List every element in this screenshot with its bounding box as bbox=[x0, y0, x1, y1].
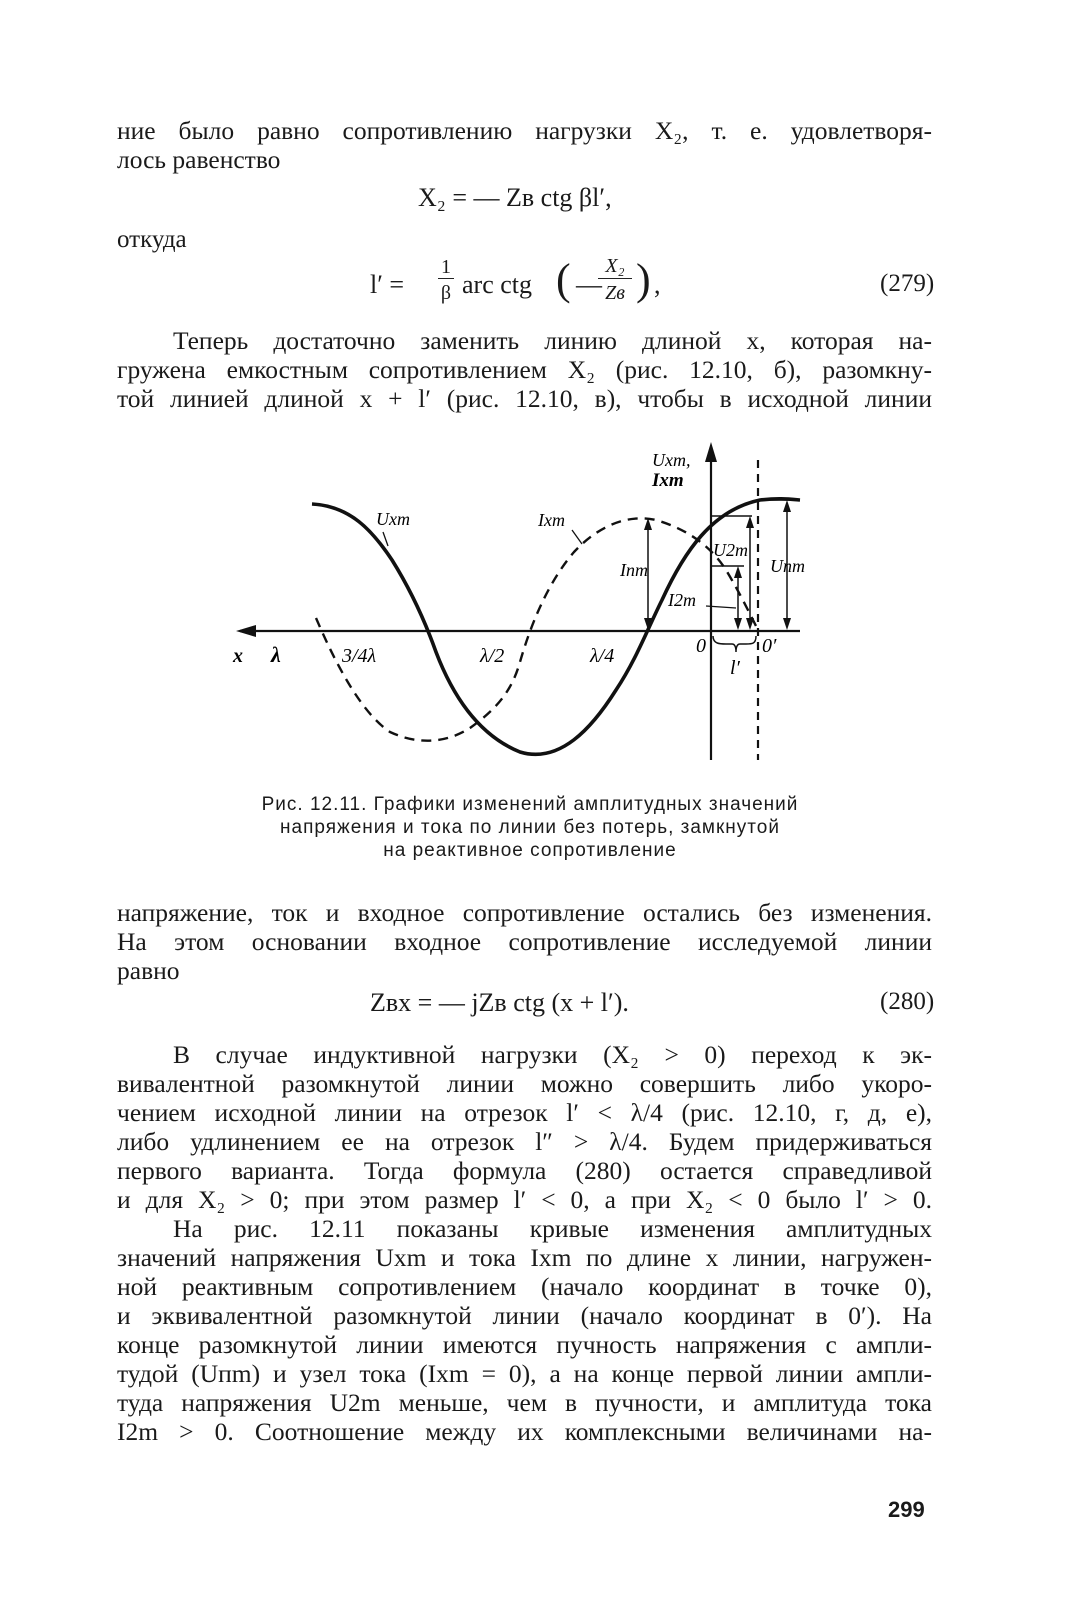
eq-lhs: l′ = bbox=[370, 270, 405, 299]
paragraph-1 bbox=[117, 116, 932, 174]
paragraph-5 bbox=[117, 1214, 932, 1446]
paragraph-3 bbox=[117, 898, 932, 985]
text-line: первого варианта. Тогда формула (280) остается справедливой bbox=[117, 1156, 932, 1185]
eq-frac2-den: Zв bbox=[605, 282, 625, 304]
caption-line: на реактивное сопротивление bbox=[383, 840, 677, 861]
text-line: туда напряжения U2m меньше, чем в пучности, и амплитуда тока bbox=[117, 1388, 932, 1417]
axis-label-lambda: λ bbox=[271, 642, 281, 667]
axis-label-uxm: Uxm, bbox=[652, 450, 691, 470]
caption-line: напряжения и тока по линии без потерь, замкнутой bbox=[280, 817, 780, 838]
origin-prime-label: 0′ bbox=[762, 635, 777, 657]
curve-label-ixm: Ixm bbox=[538, 510, 565, 530]
eq-minus: — bbox=[576, 270, 602, 299]
text-line: I2m > 0. Соотношение между их комплексными величинами на- bbox=[117, 1417, 932, 1446]
text-line: равно bbox=[117, 956, 180, 985]
u2m-arrow-head-bottom bbox=[746, 618, 754, 630]
text-line: чением исходной линии на отрезок l′ < λ/4 (рис. 12.10, г, д, е), bbox=[117, 1098, 932, 1127]
i2m-arrow-head-top bbox=[734, 566, 742, 578]
origin-label: 0 bbox=[696, 635, 706, 657]
ixm-leader bbox=[572, 530, 582, 544]
text-line: вивалентной разомкнутой линии можно совершить либо укоро- bbox=[117, 1069, 932, 1098]
text-line: конце разомкнутой линии имеются пучность напряжения с ампли- bbox=[117, 1330, 932, 1359]
page-number: 299 bbox=[888, 1497, 925, 1522]
eq-frac2-num: X₂ bbox=[598, 254, 632, 279]
figure-caption bbox=[200, 793, 860, 862]
text-line: В случае индуктивной нагрузки (X₂ > 0) переход к эк- bbox=[173, 1040, 932, 1069]
tick-1-4-lambda: λ/4 bbox=[590, 645, 615, 667]
text-line: тудой (Uпm) и узел тока (Ixm = 0), а на конце первой линии ампли- bbox=[117, 1359, 932, 1388]
word-otkuda: откуда bbox=[117, 226, 187, 253]
x-axis-arrow bbox=[236, 625, 256, 637]
eq-comma: , bbox=[654, 270, 661, 299]
label-u2m: U2m bbox=[713, 540, 748, 560]
text-line: и для X₂ > 0; при этом размер l′ < 0, а при X₂ < 0 было l′ > 0. bbox=[117, 1185, 932, 1214]
equation-number-279: (279) bbox=[880, 270, 935, 297]
text-line: той линией длиной x + l′ (рис. 12.10, в), чтобы в исходной линии bbox=[117, 384, 932, 413]
label-inm: Iпm bbox=[620, 560, 648, 580]
lprime-brace bbox=[713, 636, 756, 652]
eq-frac1-num: 1 bbox=[438, 256, 454, 279]
text-line: ние было равно сопротивлению нагрузки X₂, т. е. удовлетворя- bbox=[117, 116, 932, 145]
paragraph-4 bbox=[117, 1040, 932, 1214]
ixm-curve bbox=[316, 518, 758, 740]
text-line: На рис. 12.11 показаны кривые изменения амплитудных bbox=[173, 1214, 932, 1243]
text-line: лось равенство bbox=[117, 145, 281, 174]
caption-line: Рис. 12.11. Графики изменений амплитудных значений bbox=[261, 794, 799, 815]
eq-arcctg: arc ctg bbox=[462, 270, 533, 299]
y-axis-arrow bbox=[705, 442, 717, 462]
text-line: либо удлинением ее на отрезок l″ > λ/4. Будем придерживаться bbox=[117, 1127, 932, 1156]
unm-arrow-head-top bbox=[783, 500, 791, 512]
paragraph-2 bbox=[117, 326, 932, 413]
text-line: На этом основании входное сопротивление исследуемой линии bbox=[117, 927, 932, 956]
label-unm: Uпm bbox=[770, 556, 805, 576]
tick-3-4-lambda: 3/4λ bbox=[342, 645, 377, 667]
eq-paren-open: ( bbox=[556, 255, 571, 304]
text-line: значений напряжения Uxm и тока Ixm по длине x линии, нагружен- bbox=[117, 1243, 932, 1272]
curve-label-uxm: Uxm bbox=[376, 509, 410, 529]
axis-label-ixm: Ixm bbox=[652, 470, 684, 491]
axis-label-x: x bbox=[233, 645, 243, 667]
eq-frac1-den: β bbox=[440, 282, 452, 304]
label-i2m: I2m bbox=[668, 590, 696, 610]
equation-x2: X₂ = — Zв ctg βl′, bbox=[418, 183, 612, 212]
tick-1-2-lambda: λ/2 bbox=[480, 645, 505, 667]
i2m-arrow-head-bottom bbox=[734, 618, 742, 630]
u2m-arrow-head-top bbox=[746, 516, 754, 528]
eq-paren-close: ) bbox=[636, 255, 651, 304]
text-line: и эквивалентной разомкнутой линии (начало координат в 0′). На bbox=[117, 1301, 932, 1330]
figure-12-11 bbox=[0, 430, 1067, 770]
equation-number-280: (280) bbox=[880, 988, 935, 1015]
text-line: Теперь достаточно заменить линию длиной x, которая на- bbox=[173, 326, 932, 355]
unm-arrow-head-bottom bbox=[783, 618, 791, 630]
text-line: напряжение, ток и входное сопротивление остались без изменения. bbox=[117, 898, 932, 927]
equation-280: Zвх = — jZв ctg (x + l′). bbox=[370, 988, 629, 1017]
text-line: гружена емкостным сопротивлением X₂ (рис. 12.10, б), разомкну- bbox=[117, 355, 932, 384]
uxm-leader bbox=[383, 532, 388, 546]
text-line: ной реактивным сопротивлением (начало координат в точке 0), bbox=[117, 1272, 932, 1301]
lprime-label: l′ bbox=[730, 657, 740, 679]
